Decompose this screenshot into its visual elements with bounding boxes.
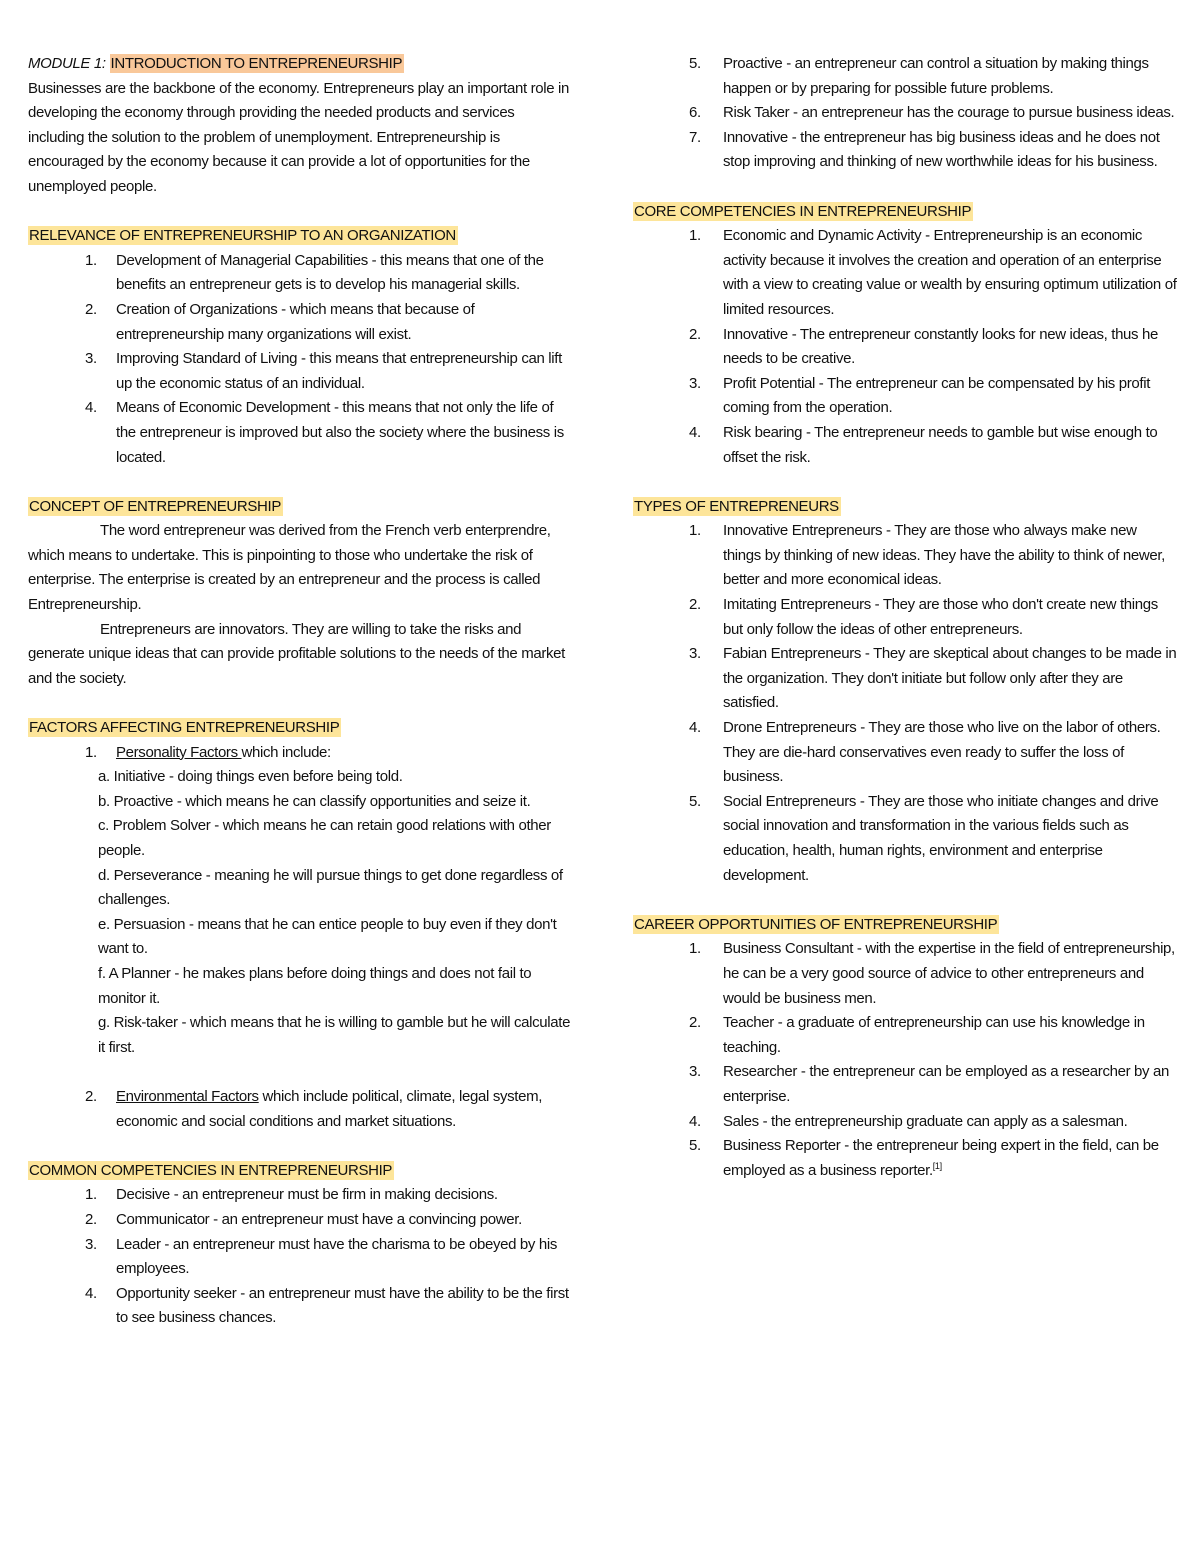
core-competencies-list [633, 224, 1178, 470]
personality-factors-item: 1. Personality Factors which include: [85, 743, 331, 761]
intro-paragraph: Businesses are the backbone of the economy. Entrepreneurs play an important role in developing the economy through providing the needed products and services including the solution to the problem of unemployment. Entrepreneurship is encouraged by the economy because it can provide a lot of opportunities for the unemployed people. [28, 79, 570, 195]
list-item: 2. Innovative - The entrepreneur constantly looks for new ideas, thus he needs to be creative. [689, 325, 1159, 368]
list-item: 3. Leader - an entrepreneur must have the charisma to be obeyed by his employees. [85, 1235, 557, 1278]
list-item: 6. Risk Taker - an entrepreneur has the courage to pursue business ideas. [689, 104, 1175, 122]
list-item: 5. Proactive - an entrepreneur can control a situation by making things happen or by preparing for possible future problems. [689, 55, 1149, 97]
list-item: 3. Improving Standard of Living - this means that entrepreneurship can lift up the economic status of an individual. [85, 350, 562, 392]
module-label: MODULE 1: [28, 55, 106, 72]
list-item: 4. Risk bearing - The entrepreneur needs to gamble but wise enough to offset the risk. [689, 423, 1158, 466]
sub-item: b. Proactive - which means he can classify opportunities and seize it. [98, 792, 531, 810]
list-item: 4. Means of Economic Development - this means that not only the life of the entrepreneur is improved but also the society where the business is located. [85, 399, 564, 466]
common-competencies-section [28, 1159, 573, 1331]
core-competencies-section [633, 200, 1178, 471]
module-title [28, 52, 573, 77]
sub-item: d. Perseverance - meaning he will pursue things to get done regardless of challenges. [98, 866, 563, 909]
sub-item: a. Initiative - doing things even before being told. [98, 768, 403, 786]
types-heading: TYPES OF ENTREPRENEURS [634, 497, 839, 515]
footnote-link[interactable]: [1] [932, 1160, 942, 1171]
factors-heading: FACTORS AFFECTING ENTREPRENEURSHIP [29, 719, 340, 737]
career-section [633, 913, 1178, 1184]
factors-section [28, 716, 573, 1134]
list-item: 1. Development of Managerial Capabilities - this means that one of the benefits an entrepreneur gets is to develop his managerial skills. [85, 251, 544, 294]
list-item: 4. Opportunity seeker - an entrepreneur must have the ability to be the first to see business chances. [85, 1284, 569, 1327]
sub-item: e. Persuasion - means that he can entice people to buy even if they don't want to. [98, 915, 557, 958]
environmental-factors-label: Environmental Factors [116, 1087, 259, 1105]
concept-heading: CONCEPT OF ENTREPRENEURSHIP [29, 497, 281, 515]
list-item: 4. Drone Entrepreneurs - They are those who live on the labor of others. They are die-hard conservatives even ready to suffer the loss of business. [689, 719, 1161, 786]
common-competencies-list [28, 1183, 573, 1331]
relevance-list [28, 249, 573, 470]
list-item: 1. Innovative Entrepreneurs - They are those who always make new things by thinking of new ideas. They have the ability to think of newer, better and more economical ideas. [689, 522, 1165, 589]
list-item: 4. Sales - the entrepreneurship graduate can apply as a salesman. [689, 1112, 1128, 1130]
relevance-heading: RELEVANCE OF ENTREPRENEURSHIP TO AN ORGANIZATION [29, 227, 456, 245]
sub-item: f. A Planner - he makes plans before doing things and does not fail to monitor it. [98, 964, 532, 1007]
list-item: 1. Decisive - an entrepreneur must be firm in making decisions. [85, 1186, 498, 1204]
list-item: 5. Business Reporter - the entrepreneur being expert in the field, can be employed as a business reporter.[1] [689, 1137, 1159, 1179]
sub-item: c. Problem Solver - which means he can retain good relations with other people. [98, 817, 551, 859]
core-competencies-heading: CORE COMPETENCIES IN ENTREPRENEURSHIP [634, 202, 972, 220]
module-title-text: INTRODUCTION TO ENTREPRENEURSHIP [110, 55, 403, 72]
list-item: 3. Researcher - the entrepreneur can be employed as a researcher by an enterprise. [689, 1063, 1169, 1105]
career-list [633, 937, 1178, 1183]
list-item: 1. Business Consultant - with the expertise in the field of entrepreneurship, he can be a very good source of advice to other entrepreneurs and would be business men. [689, 940, 1175, 1007]
left-column [28, 52, 573, 1331]
common-competencies-list-continued [633, 52, 1178, 175]
right-column [633, 52, 1178, 1183]
list-item: 5. Social Entrepreneurs - They are those who initiate changes and drive social innovation and transformation in the various fields such as education, health, human rights, environment and enterprise development. [689, 792, 1159, 884]
types-section [633, 495, 1178, 889]
list-item: 2. Imitating Entrepreneurs - They are those who don't create new things but only follow the ideas of other entrepreneurs. [689, 596, 1158, 638]
list-item: 2. Teacher - a graduate of entrepreneurship can use his knowledge in teaching. [689, 1014, 1145, 1056]
sub-item: g. Risk-taker - which means that he is willing to gamble but he will calculate it first. [98, 1014, 571, 1056]
concept-section [28, 495, 573, 692]
personality-factors-label: Personality Factors [116, 743, 242, 761]
environmental-factors-item: 2. Environmental Factors which include political, climate, legal system, economic and social conditions and market situations. [85, 1087, 543, 1130]
list-item: 7. Innovative - the entrepreneur has big business ideas and he does not stop improving and thinking of new worthwhile ideas for his business. [689, 128, 1160, 171]
common-competencies-heading: COMMON COMPETENCIES IN ENTREPRENEURSHIP [29, 1161, 393, 1179]
list-item: 3. Fabian Entrepreneurs - They are skeptical about changes to be made in the organization. They don't initiate but follow only after they are satisfied. [689, 645, 1177, 712]
list-item: 2. Communicator - an entrepreneur must have a convincing power. [85, 1210, 522, 1228]
concept-paragraph-1: The word entrepreneur was derived from the French verb enterprendre, which means to undertake. This is pinpointing to those who undertake the risk of enterprise. The enterprise is created by an entrepreneur and the process is called Entrepreneurship. [28, 522, 551, 614]
relevance-section [28, 224, 573, 470]
list-item: 1. Economic and Dynamic Activity - Entrepreneurship is an economic activity because it involves the creation and operation of an enterprise with a view to creating value or wealth by ensuring optimum utilization of limited resources. [689, 227, 1177, 318]
concept-paragraph-2: Entrepreneurs are innovators. They are willing to take the risks and generate unique ideas that can provide profitable solutions to the needs of the market and the society. [28, 620, 565, 687]
types-list [633, 519, 1178, 888]
career-heading: CAREER OPPORTUNITIES OF ENTREPRENEURSHIP [634, 915, 998, 933]
list-item: 2. Creation of Organizations - which means that because of entrepreneurship many organizations will exist. [85, 300, 475, 343]
list-item: 3. Profit Potential - The entrepreneur can be compensated by his profit coming from the operation. [689, 374, 1151, 417]
